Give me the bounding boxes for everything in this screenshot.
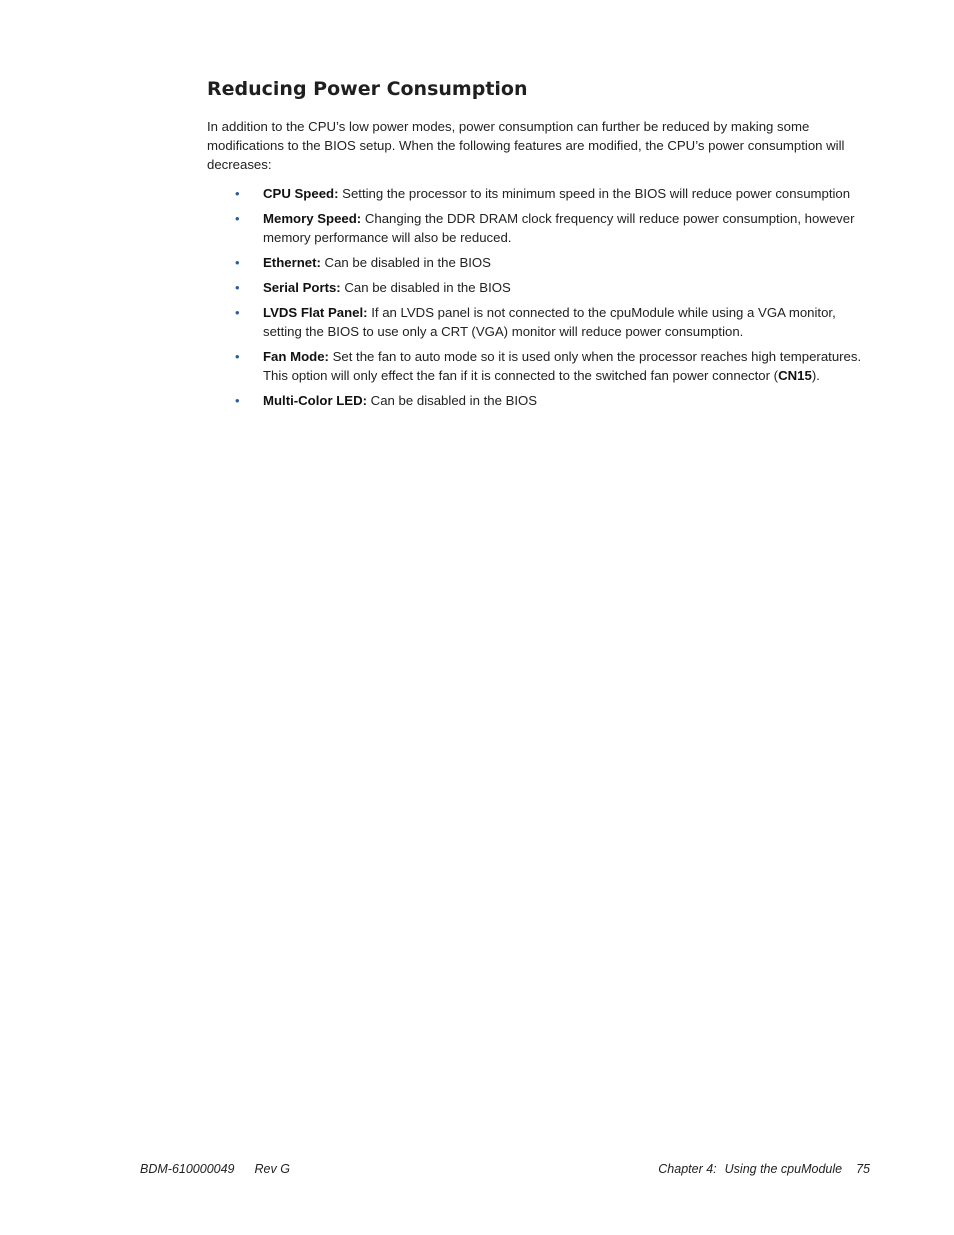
list-item-text-end: ). [811, 368, 820, 383]
list-item-term: LVDS Flat Panel: [263, 305, 368, 320]
list-item-text: Setting the processor to its minimum speed in the BIOS will reduce power consumption [338, 186, 851, 201]
bullet-icon: • [235, 305, 240, 320]
bullet-icon: • [235, 393, 240, 408]
bullet-icon: • [235, 186, 240, 201]
list-item-term: Fan Mode: [263, 349, 329, 364]
list-item [207, 303, 872, 341]
bullet-icon: • [235, 255, 240, 270]
list-item [207, 253, 872, 272]
footer-revision: Rev G [254, 1162, 290, 1176]
bullet-icon: • [235, 280, 240, 295]
list-item-term: Serial Ports: [263, 280, 341, 295]
bullet-icon: • [235, 211, 240, 226]
intro-paragraph: In addition to the CPU’s low power modes, power consumption can further be reduced by making some modifications to the BIOS setup. When the following features are modified, the CPU’s power consumption will decreases: [207, 119, 845, 172]
section-heading: Reducing Power Consumption [207, 78, 528, 100]
list-item [207, 391, 872, 410]
list-item [207, 209, 872, 247]
feature-list [207, 184, 872, 416]
list-item-text: Can be disabled in the BIOS [320, 255, 491, 270]
bullet-icon: • [235, 349, 240, 364]
connector-label: CN15 [778, 368, 812, 383]
list-item-text: Can be disabled in the BIOS [340, 280, 511, 295]
list-item-text: Changing the DDR DRAM clock frequency will reduce power consumption, however memory performance will also be reduced. [263, 211, 855, 245]
list-item-term: Multi-Color LED: [263, 393, 368, 408]
list-item-text: If an LVDS panel is not connected to the cpuModule while using a VGA monitor, setting the BIOS to use only a CRT (VGA) monitor will reduce power consumption. [263, 305, 836, 339]
footer-chapter-title: Using the cpuModule [724, 1162, 843, 1176]
list-item [207, 347, 872, 385]
list-item-term: CPU Speed: [263, 186, 339, 201]
list-item-term: Ethernet: [263, 255, 321, 270]
list-item-term: Memory Speed: [263, 211, 362, 226]
footer-chapter-info [658, 1161, 870, 1177]
footer-chapter: Chapter 4: [658, 1162, 717, 1176]
page-number: 75 [856, 1162, 870, 1176]
footer-doc-number: BDM-610000049 [140, 1162, 235, 1176]
list-item-text: Set the fan to auto mode so it is used only when the processor reaches high temperatures. This option will only effect the fan if it is connected to the switched fan power connector ( [263, 349, 862, 383]
list-item-text: Can be disabled in the BIOS [367, 393, 538, 408]
list-item [207, 184, 872, 203]
footer-doc-info [140, 1161, 290, 1177]
list-item [207, 278, 872, 297]
